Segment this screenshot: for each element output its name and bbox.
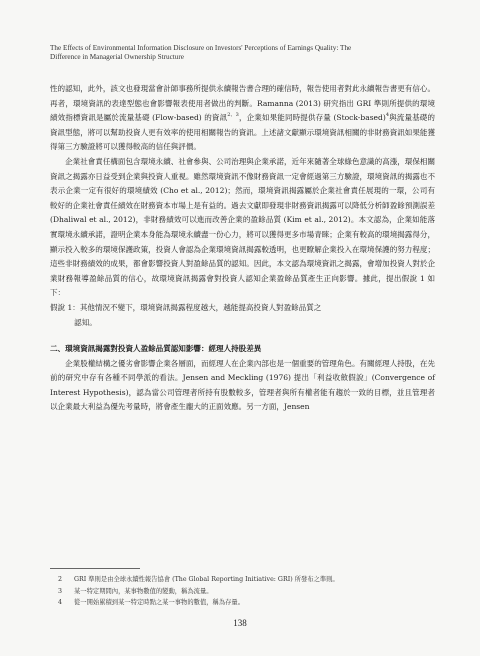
footnote-number: 3 <box>58 587 63 595</box>
running-header-line-2: Difference in Managerial Ownership Structure <box>50 53 184 62</box>
footnote-4 <box>50 597 435 609</box>
section-heading: 二、環境資訊揭露對投資人盈餘品質認知影響：經理人持股差異 <box>50 344 262 354</box>
running-header <box>50 44 435 63</box>
paragraph-2: 企業社會責任構面包含環境永續、社會參與、公司治理與企業承諾，近年來隨著全球綠色意識的高漲，環保相關資訊之揭露亦日益受到企業與投資人重視。雖然環境資訊不像財務資訊一定會經過第三方驗證，環境資訊的揭露也不表示企業一定有很好的環境績效 (Cho et al., 2012)；然而，環境資訊揭露屬於企業社會責任展現的一環，公司有較好的企業社會責任績效在財務資本市場上是有益的。過去文獻即發現非財務資訊揭露可以降低分析師盈餘預測誤差 (Dhaliwal et al., 2012)，非財務績效可以進而改善企業的盈餘品質 (Kim et al., 2012)。本文認為，企業如能落實環境永續承諾，證明企業本身能為環境永續盡一份心力，將可以獲得更多市場青睞；企業有較高的環境揭露得分，顯示投入較多的環境保護政策，投資人會認為企業環境資訊揭露較透明，也更瞭解企業投入在環境保護的努力程度；這些非財務績效的成果，都會影響投資人對盈餘品質的認知。因此，本文認為環境資訊之揭露，會增加投資人對於企業財務報導盈餘品質的信心，故環境資訊揭露會對投資人認知企業盈餘品質產生正向影響。據此，提出假說 1 如下： <box>50 156 435 298</box>
paragraph-3: 企業股權結構之優劣會影響企業各層面，而經理人在企業內部也是一個重要的管理角色。有關經理人持股，在先前的研究中存有各種不同學派的看法。Jensen and Meckling (1976) 提出「利益收斂假說」(Convergence of Interest Hypothesis)，認為當公司管理者所持有股數較多，管理者與所有權者能有趨於一致的目標，並且管理者以企業最大利益為優先考量時，將會產生龐大的正面效應。另一方面，Jensen <box>50 358 435 412</box>
footnote-text: GRI 準則是由全球永續性報告協會 (The Global Reporting Initiative: GRI) 所發布之準則。 <box>74 576 339 583</box>
paragraph-1-part-3: 與流量基礎的資訊型態，將可以幫助投資人更有效率的使用相關報告的資訊。上述諸文獻顯示環境資訊相關的非財務資訊如果能獲得第三方驗證將可以獲得較高的信任與評價。 <box>50 113 435 152</box>
footnote-ref-2-3[interactable]: 2、3 <box>227 112 239 119</box>
hypothesis-1 <box>50 301 435 330</box>
running-header-line-1: The Effects of Environmental Information Disclosure on Investors' Perceptions of Earnings Quality: The <box>50 44 352 52</box>
footnote-3 <box>50 586 435 598</box>
footnote-divider <box>50 568 140 569</box>
hypothesis-1-line-2: 認知。 <box>74 317 97 327</box>
paragraph-1-part-1: 性的認知，此外，該文也發現當會計師事務所提供永續報告書合理的確信時，報告使用者對此永續報告書更有信心。再者，環境資訊的表達型態也會影響報表使用者做出的判斷。Ramanna (2013) 研究指出 GRI 準則所提供的環境績效指標資訊是屬於流量基礎 (Flow-based) 的資訊 <box>50 84 435 123</box>
footnote-ref-4[interactable]: 4 <box>385 112 389 119</box>
page-number: 138 <box>233 618 247 628</box>
paragraph-1 <box>50 82 435 155</box>
footnote-2 <box>50 574 435 586</box>
paragraph-1-part-2: ，企業如果能同時提供存量 (Stock-based) <box>238 113 386 123</box>
footnote-number: 4 <box>58 599 63 607</box>
body-text <box>50 82 435 415</box>
footnotes <box>50 574 435 609</box>
footnote-number: 2 <box>58 576 63 583</box>
footnote-text: 某一特定期間內，某事物數值的變動，稱為流量。 <box>74 587 213 595</box>
hypothesis-1-line-1: 假說 1：其他情況不變下，環境資訊揭露程度越大，越能提高投資人對盈餘品質之 <box>50 302 322 312</box>
footnote-text: 從一開始累積到某一特定時點之某一事物的數值，稱為存量。 <box>74 599 245 607</box>
